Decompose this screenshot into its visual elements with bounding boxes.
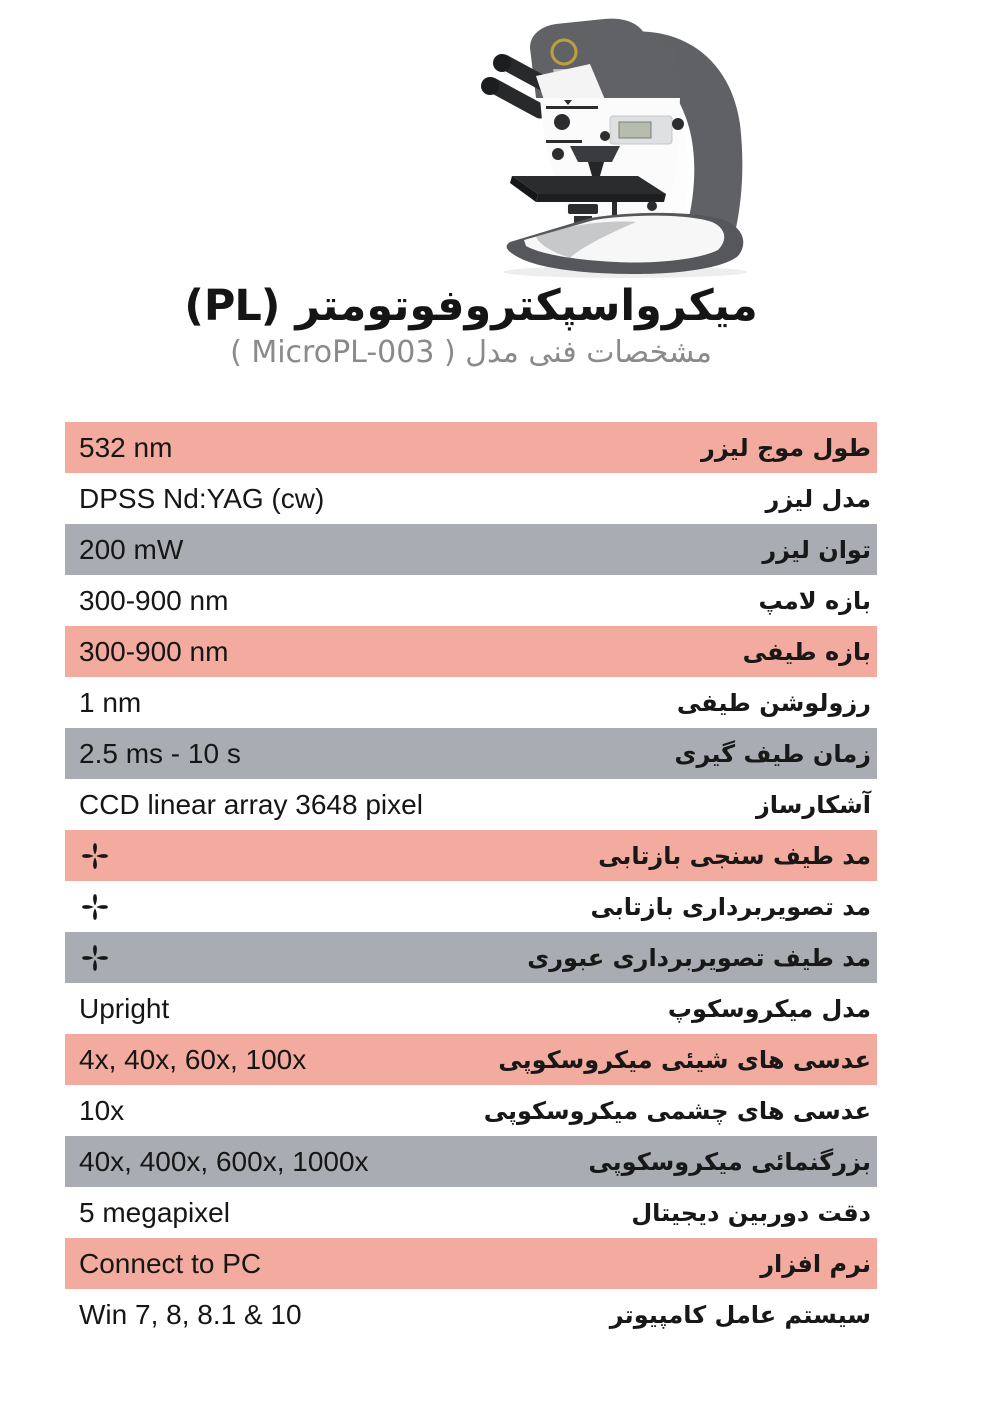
spec-row — [65, 1034, 877, 1085]
spec-value: CCD linear array 3648 pixel — [79, 788, 423, 820]
four-petal-mark-icon — [79, 840, 111, 872]
spec-row — [65, 1187, 877, 1238]
spec-value: 5 megapixel — [79, 1196, 230, 1228]
spec-table — [65, 422, 877, 1340]
page-subtitle: مشخصات فنی مدل ( MicroPL-003 ) — [230, 335, 712, 371]
spec-value: Upright — [79, 992, 170, 1024]
four-petal-mark-icon — [79, 942, 111, 974]
spec-row — [65, 677, 877, 728]
spec-label: مد طیف تصویربرداری عبوری — [527, 943, 871, 972]
microscope-image — [440, 6, 770, 280]
spec-row — [65, 1238, 877, 1289]
spec-row — [65, 422, 877, 473]
spec-value: 1 nm — [79, 686, 142, 718]
spec-row — [65, 626, 877, 677]
spec-row — [65, 983, 877, 1034]
availability-mark — [79, 942, 111, 974]
spec-label: دقت دوربین دیجیتال — [631, 1198, 871, 1227]
spec-label: توان لیزر — [762, 535, 871, 564]
spec-label: نرم افزار — [760, 1249, 871, 1278]
four-petal-mark-icon — [79, 891, 111, 923]
spec-label: مد تصویربرداری بازتابی — [590, 892, 871, 921]
spec-row — [65, 1085, 877, 1136]
spec-value: 200 mW — [79, 533, 184, 565]
spec-row — [65, 932, 877, 983]
spec-row — [65, 830, 877, 881]
spec-row — [65, 728, 877, 779]
availability-mark — [79, 840, 111, 872]
spec-label: مد طیف سنجی بازتابی — [598, 841, 871, 870]
spec-label: مدل لیزر — [765, 484, 871, 513]
spec-value: 300-900 nm — [79, 635, 229, 667]
spec-label: سیستم عامل کامپیوتر — [609, 1300, 871, 1329]
spec-label: بازه لامپ — [758, 586, 871, 615]
spec-row — [65, 575, 877, 626]
spec-label: بازه طیفی — [742, 637, 871, 666]
availability-mark — [79, 891, 111, 923]
spec-row — [65, 779, 877, 830]
spec-value: 4x, 40x, 60x, 100x — [79, 1043, 307, 1075]
spec-value: DPSS Nd:YAG (cw) — [79, 482, 325, 514]
spec-label: مدل میکروسکوپ — [667, 994, 871, 1023]
spec-value: 300-900 nm — [79, 584, 229, 616]
spec-value: 40x, 400x, 600x, 1000x — [79, 1145, 369, 1177]
header — [65, 282, 877, 371]
spec-label: زمان طیف گیری — [674, 739, 871, 768]
spec-row — [65, 881, 877, 932]
spec-label: طول موج لیزر — [701, 433, 871, 462]
spec-value: Connect to PC — [79, 1247, 262, 1279]
spec-row — [65, 473, 877, 524]
spec-value: 532 nm — [79, 431, 173, 463]
spec-label: رزولوشن طیفی — [676, 688, 871, 717]
spec-row — [65, 1289, 877, 1340]
spec-row — [65, 1136, 877, 1187]
spec-label: عدسی های چشمی میکروسکوپی — [483, 1096, 871, 1125]
page-title: میکرواسپکتروفوتومتر (PL) — [184, 281, 758, 331]
spec-row — [65, 524, 877, 575]
spec-label: عدسی های شیئی میکروسکوپی — [498, 1045, 871, 1074]
spec-value: Win 7, 8, 8.1 & 10 — [79, 1298, 302, 1330]
spec-label: آشکارساز — [755, 790, 871, 819]
spec-value: 2.5 ms - 10 s — [79, 737, 241, 769]
spec-label: بزرگنمائی میکروسکوپی — [588, 1147, 871, 1176]
spec-value: 10x — [79, 1094, 125, 1126]
